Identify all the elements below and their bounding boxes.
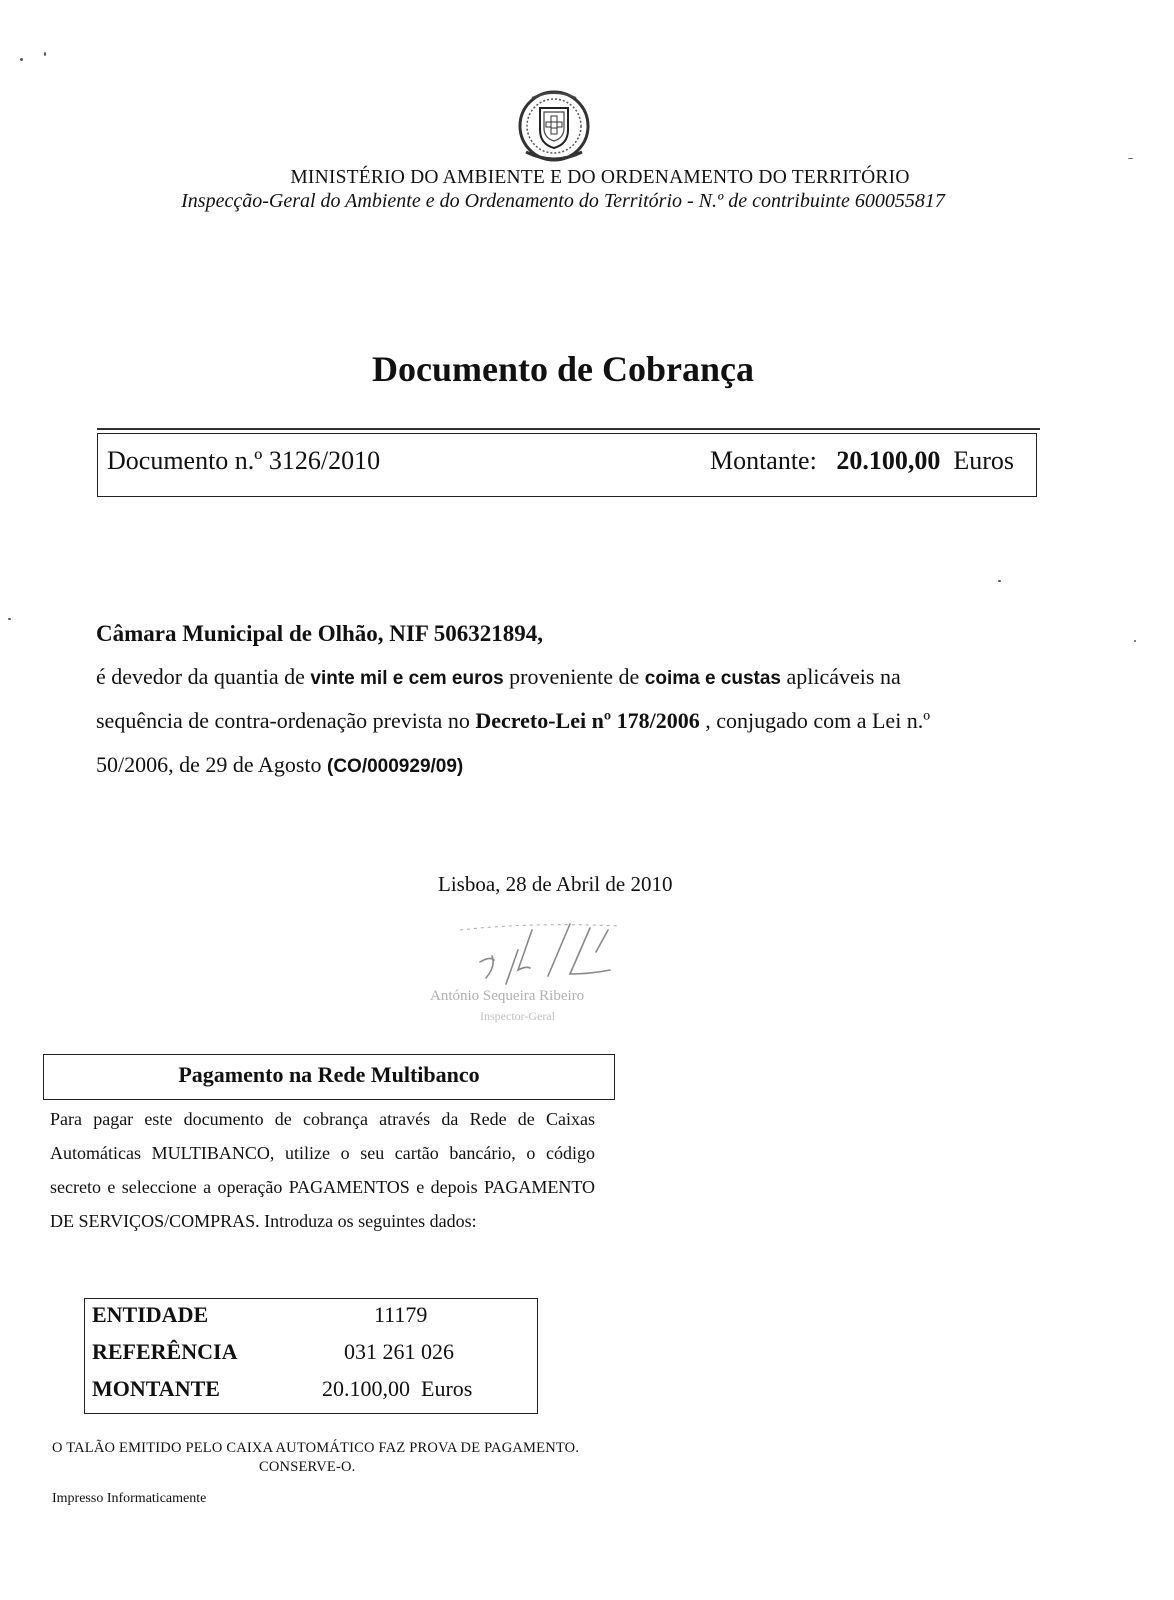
keep-note: CONSERVE-O. — [259, 1459, 356, 1475]
decree-reference: Decreto-Lei nº 178/2006 — [475, 708, 700, 733]
ministry-name: MINISTÉRIO DO AMBIENTE E DO ORDENAMENTO DO TERRITÓRIO — [290, 167, 910, 188]
page-title: Documento de Cobrança — [372, 349, 754, 389]
entity-label: ENTIDADE — [92, 1302, 209, 1327]
body-text: 50/2006, de 29 de Agosto — [96, 752, 327, 777]
document-number: Documento n.º 3126/2010 — [107, 446, 381, 475]
body-line — [96, 708, 1056, 752]
receipt-note: O TALÃO EMITIDO PELO CAIXA AUTOMÁTICO FAZ PROVA DE PAGAMENTO. — [52, 1440, 580, 1456]
divider — [97, 428, 1040, 430]
coat-of-arms-icon — [512, 86, 596, 170]
case-reference: (CO/000929/09) — [327, 756, 464, 777]
printed-note: Impresso Informaticamente — [52, 1491, 207, 1506]
scan-speck — [998, 580, 1001, 582]
body-text: é devedor da quantia de — [96, 664, 311, 689]
amount-in-words: vinte mil e cem euros — [310, 668, 504, 689]
body-line — [96, 752, 1056, 796]
amount-row-value: 20.100,00 Euros — [322, 1376, 473, 1401]
entity-value: 11179 — [374, 1302, 428, 1327]
reference-value: 031 261 026 — [344, 1339, 454, 1364]
scan-speck — [1134, 640, 1136, 642]
amount-label: Montante: — [709, 446, 817, 475]
body-text: , conjugado com a Lei n.º — [699, 708, 931, 733]
charge-type: coima e custas — [644, 668, 782, 689]
payment-instructions: Para pagar este documento de cobrança através da Rede de Caixas Automáticas MULTIBANCO, utilize o seu cartão bancário, o código secreto e seleccione a operação PAGAMENTOS e depois PAGAMENTO DE SERVIÇOS/COMPRAS. Introduza os seguintes dados: — [50, 1109, 595, 1231]
signatory-name: António Sequeira Ribeiro — [430, 988, 585, 1004]
body-text: proveniente de — [503, 664, 645, 689]
scan-speck — [20, 58, 23, 61]
scan-speck — [8, 618, 11, 620]
amount-value: 20.100,00 — [836, 446, 941, 475]
reference-label: REFERÊNCIA — [92, 1339, 238, 1364]
body-text: aplicáveis na — [781, 664, 901, 689]
body-line — [96, 664, 1056, 708]
body-text: sequência de contra-ordenação prevista no — [96, 708, 476, 733]
signature — [420, 910, 670, 1030]
amount-row-label: MONTANTE — [92, 1376, 220, 1401]
amount-currency: Euros — [953, 446, 1014, 475]
scan-speck — [1128, 158, 1133, 159]
payment-title: Pagamento na Rede Multibanco — [178, 1062, 480, 1087]
inspection-name: Inspecção-Geral do Ambiente e do Ordenamento do Território - N.º de contribuinte 600055817 — [181, 190, 945, 212]
scan-speck — [44, 52, 46, 56]
signatory-title: Inspector-Geral — [480, 1009, 556, 1023]
issue-date: Lisboa, 28 de Abril de 2010 — [438, 872, 673, 896]
debtor-name: Câmara Municipal de Olhão, NIF 506321894, — [96, 621, 544, 646]
document-amount — [710, 446, 1014, 476]
